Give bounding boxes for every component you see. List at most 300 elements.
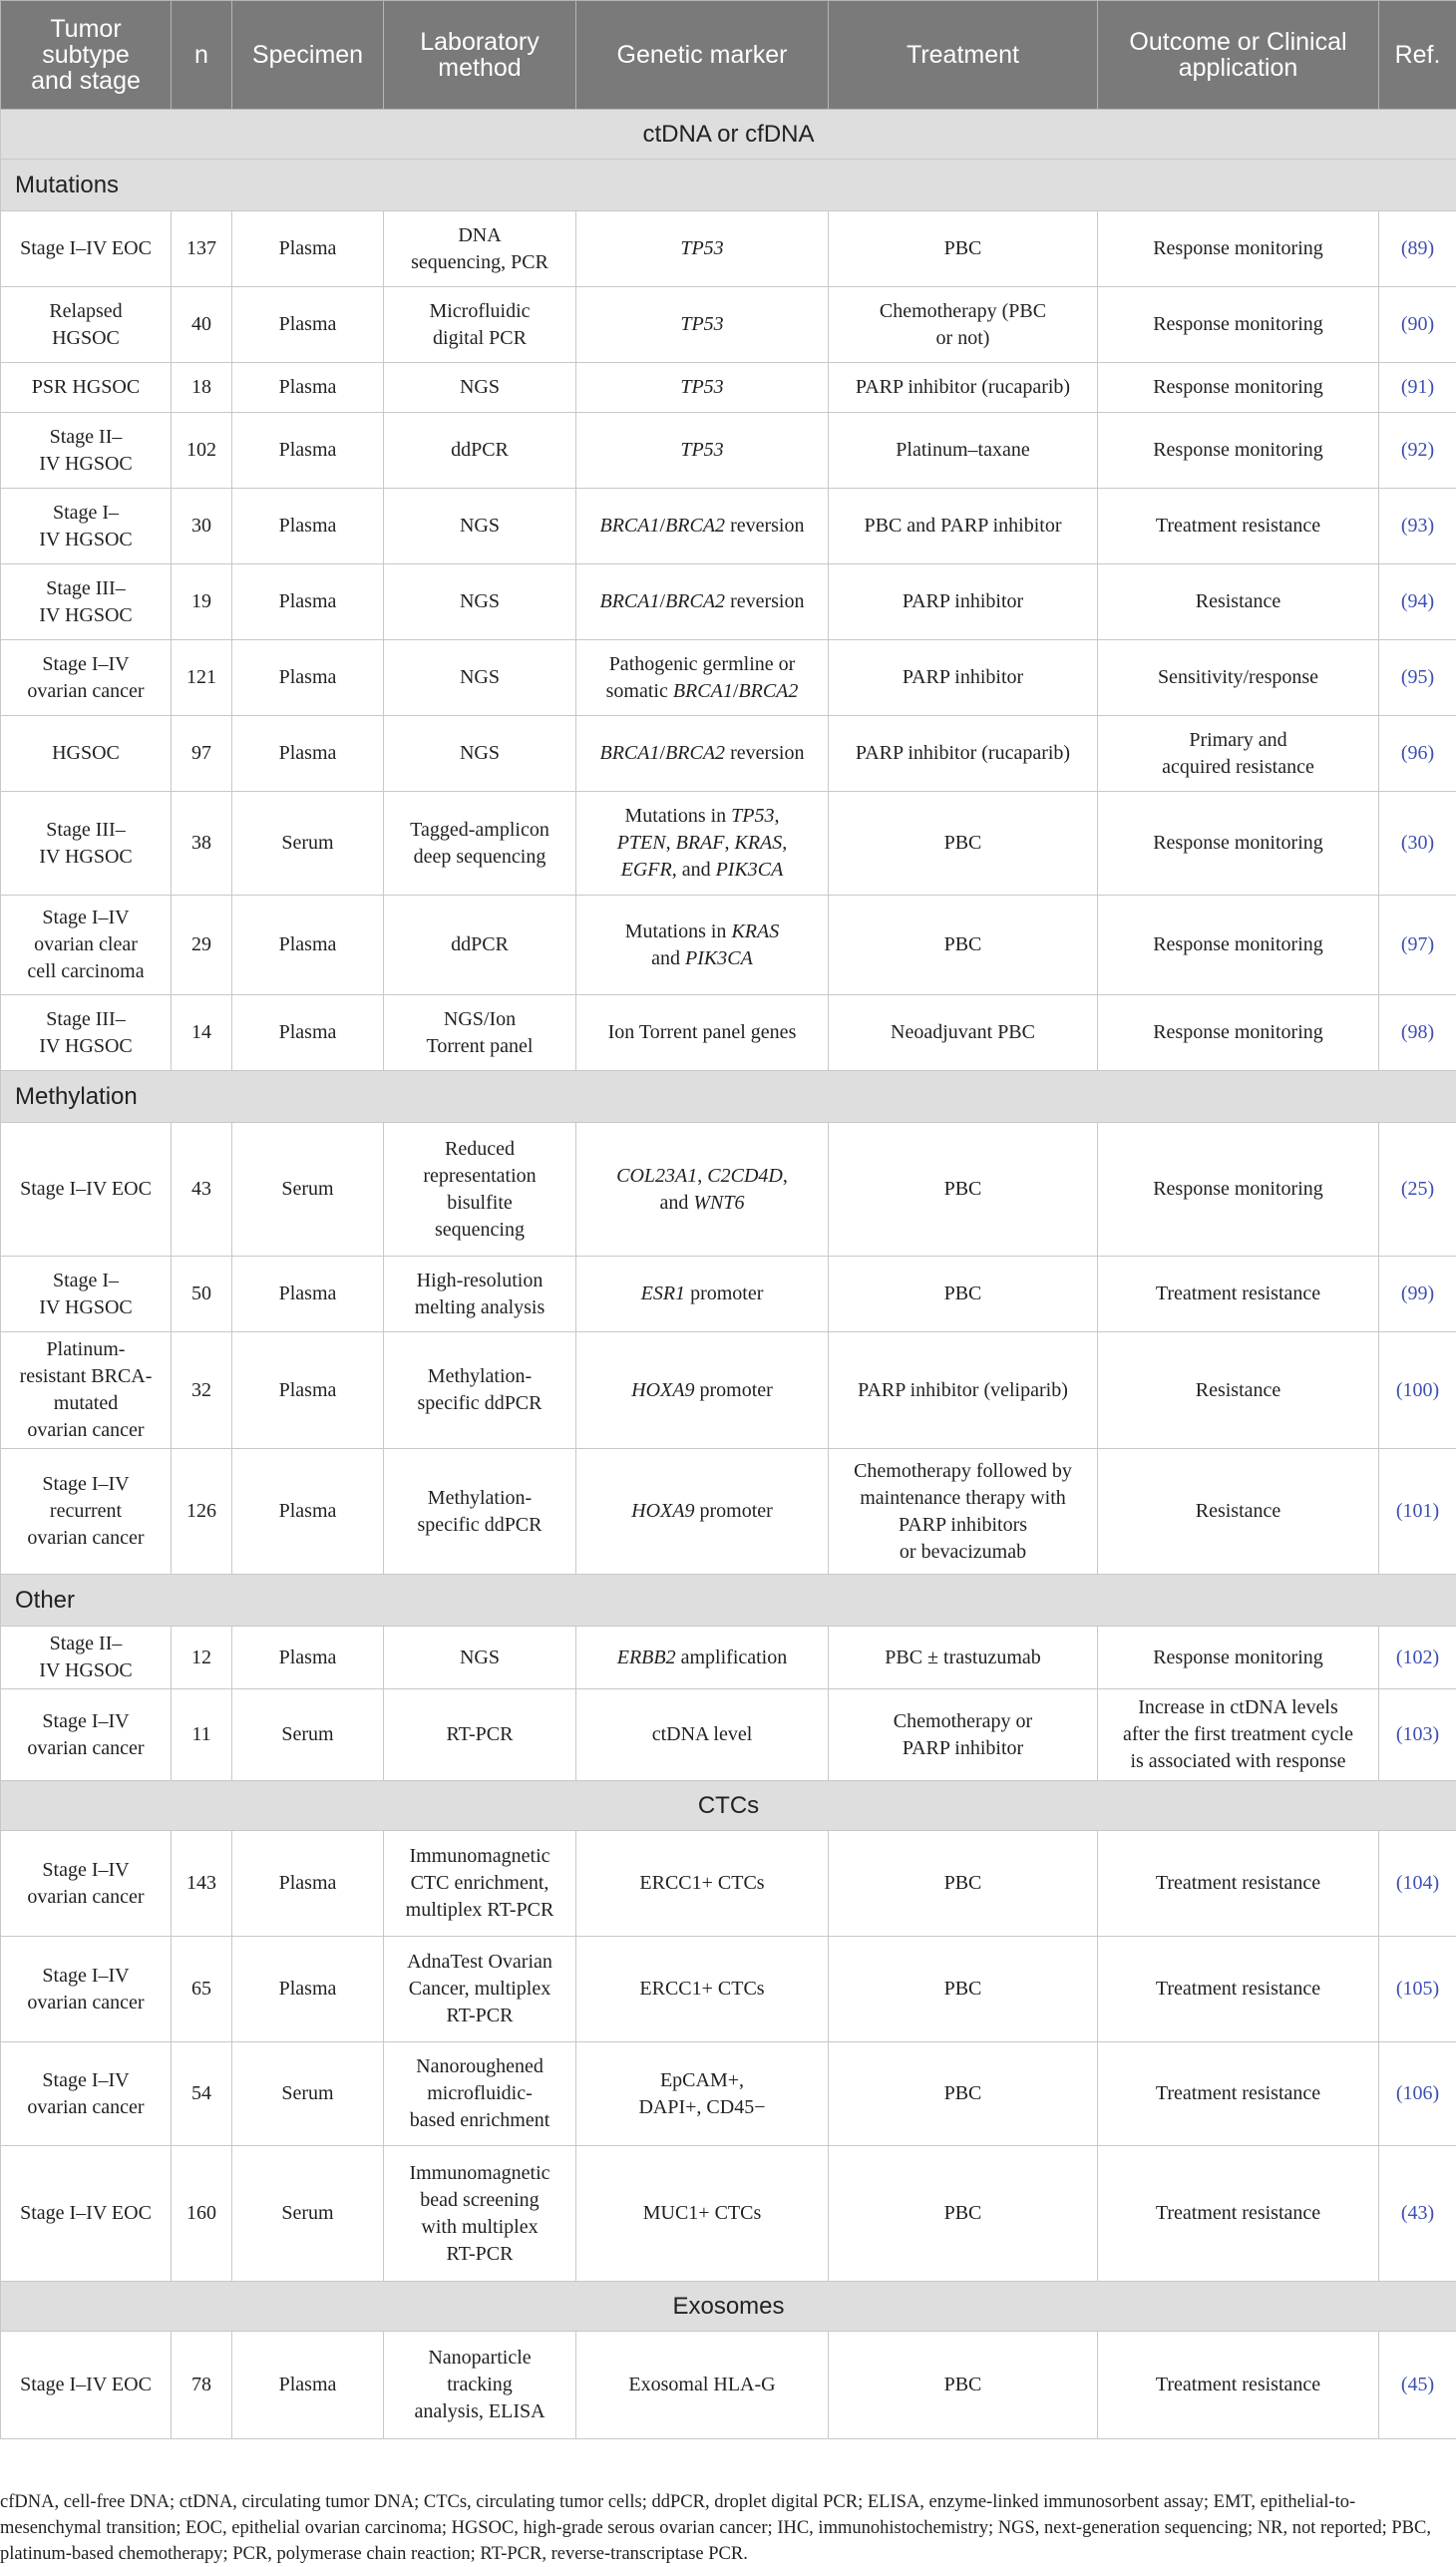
cell-treatment <box>829 792 1098 896</box>
table-row <box>1 1689 1456 1781</box>
cell-stage <box>1 792 172 896</box>
table-row <box>1 1257 1456 1332</box>
reference-link[interactable]: (105) <box>1396 1978 1439 2000</box>
cell-outcome <box>1098 564 1379 640</box>
cell-n: 97 <box>172 716 232 792</box>
gene-name: C2CD4D <box>707 1165 783 1187</box>
gene-name: TP53 <box>680 237 723 259</box>
stage-line: ovarian cancer <box>9 1990 163 2017</box>
method-line: RT-PCR <box>392 1721 567 1748</box>
column-header <box>1 1 172 110</box>
marker-line <box>584 803 820 830</box>
cell-outcome <box>1098 1449 1379 1575</box>
method-line: Reduced <box>392 1136 567 1163</box>
marker-text: / <box>660 590 666 612</box>
cell-specimen: Plasma <box>232 564 384 640</box>
marker-line <box>584 1498 820 1525</box>
cell-stage <box>1 1937 172 2042</box>
method-line: Immunomagnetic <box>392 2160 567 2187</box>
category-row <box>1 1781 1456 1831</box>
outcome-line: Treatment resistance <box>1106 1870 1370 1897</box>
marker-text: ERCC1+ CTCs <box>639 1978 764 2000</box>
gene-name: EGFR <box>621 859 672 881</box>
table-row <box>1 1123 1456 1257</box>
cell-method <box>384 413 576 489</box>
table-row <box>1 716 1456 792</box>
marker-line <box>584 1190 820 1217</box>
cell-specimen: Plasma <box>232 1332 384 1449</box>
header-line: Laboratory <box>390 29 569 55</box>
method-line: NGS <box>392 374 567 401</box>
gene-name: KRAS <box>735 832 783 854</box>
cell-n: 160 <box>172 2146 232 2282</box>
cell-marker <box>576 413 829 489</box>
method-line: digital PCR <box>392 325 567 352</box>
table-header-row <box>1 1 1456 110</box>
stage-line: Stage I–IV <box>9 651 163 678</box>
gene-name: BRCA2 <box>665 742 725 764</box>
outcome-line: acquired resistance <box>1106 754 1370 781</box>
cell-ref <box>1379 1937 1456 2042</box>
method-line: sequencing, PCR <box>392 249 567 276</box>
stage-line: Stage I–IV <box>9 905 163 931</box>
subcategory-row <box>1 160 1456 211</box>
footnote-line: mesenchymal transition; EOC, epithelial ovarian carcinoma; HGSOC, high-grade serous ovarian cancer; IHC, immunohistochemistry; NGS, next-generation sequencing; NR, not reported; PBC, <box>0 2515 1456 2541</box>
cell-specimen: Plasma <box>232 716 384 792</box>
method-line: NGS/Ion <box>392 1006 567 1033</box>
gene-name: HOXA9 <box>631 1379 694 1401</box>
cell-ref <box>1379 2042 1456 2146</box>
cell-stage <box>1 413 172 489</box>
reference-link[interactable]: (91) <box>1401 376 1434 398</box>
cell-treatment <box>829 1449 1098 1575</box>
section-label: Mutations <box>1 160 1456 211</box>
gene-name: KRAS <box>731 920 779 942</box>
method-line: multiplex RT-PCR <box>392 1897 567 1924</box>
reference-link[interactable]: (104) <box>1396 1872 1439 1894</box>
gene-name: ERBB2 <box>617 1647 676 1668</box>
reference-link[interactable]: (101) <box>1396 1500 1439 1522</box>
treatment-line: PBC ± trastuzumab <box>837 1645 1089 1671</box>
cell-stage <box>1 1689 172 1781</box>
cell-n: 14 <box>172 995 232 1071</box>
cell-marker <box>576 1689 829 1781</box>
cell-marker <box>576 363 829 413</box>
section-label: Methylation <box>1 1071 1456 1123</box>
cell-stage <box>1 640 172 716</box>
table-row <box>1 1937 1456 2042</box>
cell-marker <box>576 1627 829 1689</box>
cell-marker <box>576 564 829 640</box>
marker-text: , <box>697 1165 707 1187</box>
method-line: Nanoroughened <box>392 2053 567 2080</box>
cell-ref <box>1379 413 1456 489</box>
stage-line: Stage I–IV EOC <box>9 2372 163 2398</box>
stage-line: ovarian cancer <box>9 1417 163 1444</box>
marker-line <box>584 945 820 972</box>
cell-treatment <box>829 716 1098 792</box>
marker-text: , <box>725 832 735 854</box>
cell-marker <box>576 2146 829 2282</box>
cell-marker <box>576 2332 829 2439</box>
method-line: analysis, ELISA <box>392 2398 567 2425</box>
cell-stage <box>1 1123 172 1257</box>
treatment-line: PBC <box>837 1176 1089 1203</box>
cell-stage <box>1 1831 172 1937</box>
gene-name: TP53 <box>680 439 723 461</box>
cell-ref <box>1379 1332 1456 1449</box>
marker-text: reversion <box>725 742 804 764</box>
cell-treatment <box>829 1689 1098 1781</box>
cell-ref <box>1379 1831 1456 1937</box>
table-row <box>1 363 1456 413</box>
method-line: with multiplex <box>392 2214 567 2241</box>
marker-text: / <box>733 680 739 702</box>
cell-ref <box>1379 1627 1456 1689</box>
reference-link[interactable]: (102) <box>1396 1647 1439 1668</box>
cell-ref <box>1379 2332 1456 2439</box>
gene-name: BRCA1 <box>673 680 733 702</box>
cell-stage <box>1 995 172 1071</box>
cell-marker <box>576 995 829 1071</box>
cell-specimen: Plasma <box>232 211 384 287</box>
cell-outcome <box>1098 1831 1379 1937</box>
marker-text: and <box>659 1192 693 1214</box>
cell-specimen: Plasma <box>232 489 384 564</box>
column-header <box>829 1 1098 110</box>
outcome-line: is associated with response <box>1106 1748 1370 1775</box>
cell-method <box>384 1831 576 1937</box>
method-line: AdnaTest Ovarian <box>392 1949 567 1976</box>
cell-n: 38 <box>172 792 232 896</box>
stage-line: ovarian clear <box>9 931 163 958</box>
outcome-line: Response monitoring <box>1106 374 1370 401</box>
treatment-line: PBC <box>837 235 1089 262</box>
marker-text: promoter <box>695 1379 773 1401</box>
cell-marker <box>576 896 829 995</box>
cell-ref <box>1379 1123 1456 1257</box>
cell-outcome <box>1098 2332 1379 2439</box>
stage-line: ovarian cancer <box>9 1525 163 1552</box>
outcome-line: Resistance <box>1106 588 1370 615</box>
marker-line <box>584 2094 820 2121</box>
treatment-line: PARP inhibitor <box>837 1735 1089 1762</box>
reference-link[interactable]: (25) <box>1401 1178 1434 1200</box>
cell-outcome <box>1098 640 1379 716</box>
reference-link[interactable]: (95) <box>1401 666 1434 688</box>
header-line: Outcome or Clinical <box>1104 29 1372 55</box>
reference-link[interactable]: (30) <box>1401 832 1434 854</box>
cell-specimen: Plasma <box>232 363 384 413</box>
table-row <box>1 1449 1456 1575</box>
cell-marker <box>576 2042 829 2146</box>
reference-link[interactable]: (100) <box>1396 1379 1439 1401</box>
method-line: based enrichment <box>392 2107 567 2134</box>
cell-treatment <box>829 1831 1098 1937</box>
cell-treatment <box>829 1257 1098 1332</box>
cell-n: 121 <box>172 640 232 716</box>
marker-text: / <box>660 515 666 537</box>
marker-text: Mutations in <box>625 920 732 942</box>
marker-line <box>584 2372 820 2398</box>
category-row <box>1 2282 1456 2332</box>
cell-method <box>384 792 576 896</box>
reference-link[interactable]: (99) <box>1401 1283 1434 1304</box>
reference-link[interactable]: (89) <box>1401 237 1434 259</box>
cell-n: 32 <box>172 1332 232 1449</box>
reference-link[interactable]: (94) <box>1401 590 1434 612</box>
reference-link[interactable]: (45) <box>1401 2374 1434 2395</box>
outcome-line: Treatment resistance <box>1106 1281 1370 1307</box>
header-line: method <box>390 55 569 81</box>
outcome-line: Sensitivity/response <box>1106 664 1370 691</box>
cell-n: 11 <box>172 1689 232 1781</box>
column-header <box>232 1 384 110</box>
method-line: tracking <box>392 2372 567 2398</box>
reference-link[interactable]: (93) <box>1401 515 1434 537</box>
table-row <box>1 489 1456 564</box>
cell-treatment <box>829 2146 1098 2282</box>
treatment-line: maintenance therapy with <box>837 1485 1089 1512</box>
stage-line: recurrent <box>9 1498 163 1525</box>
stage-line: Stage I–IV <box>9 1471 163 1498</box>
cell-specimen: Plasma <box>232 1257 384 1332</box>
category-row <box>1 110 1456 160</box>
header-line: and stage <box>7 68 165 94</box>
stage-line: ovarian cancer <box>9 2094 163 2121</box>
section-label: Exosomes <box>1 2282 1456 2332</box>
gene-name: BRCA2 <box>665 515 725 537</box>
cell-method <box>384 211 576 287</box>
marker-text: Exosomal HLA-G <box>628 2374 775 2395</box>
cell-method <box>384 489 576 564</box>
marker-line <box>584 2067 820 2094</box>
stage-line: resistant BRCA- <box>9 1363 163 1390</box>
reference-link[interactable]: (96) <box>1401 742 1434 764</box>
cell-n: 30 <box>172 489 232 564</box>
cell-marker <box>576 1449 829 1575</box>
stage-line: Stage I–IV <box>9 1708 163 1735</box>
reference-link[interactable]: (90) <box>1401 313 1434 335</box>
column-header <box>1098 1 1379 110</box>
gene-name: PIK3CA <box>716 859 784 881</box>
cell-n: 78 <box>172 2332 232 2439</box>
header-line: Genetic marker <box>582 42 822 68</box>
marker-text: amplification <box>676 1647 788 1668</box>
treatment-line: Chemotherapy or <box>837 1708 1089 1735</box>
cell-n: 18 <box>172 363 232 413</box>
cell-stage <box>1 716 172 792</box>
marker-text: somatic <box>606 680 673 702</box>
cell-ref <box>1379 1689 1456 1781</box>
cell-ref <box>1379 640 1456 716</box>
cell-n: 143 <box>172 1831 232 1937</box>
method-line: NGS <box>392 588 567 615</box>
stage-line: Platinum- <box>9 1336 163 1363</box>
outcome-line: Treatment resistance <box>1106 2372 1370 2398</box>
header-line: subtype <box>7 42 165 68</box>
treatment-line: PBC and PARP inhibitor <box>837 513 1089 540</box>
method-line: Methylation- <box>392 1363 567 1390</box>
reference-link[interactable]: (97) <box>1401 933 1434 955</box>
method-line: NGS <box>392 664 567 691</box>
cell-marker <box>576 792 829 896</box>
cell-n: 50 <box>172 1257 232 1332</box>
cell-specimen: Serum <box>232 1123 384 1257</box>
cell-ref <box>1379 2146 1456 2282</box>
cell-stage <box>1 2146 172 2282</box>
cell-ref <box>1379 564 1456 640</box>
cell-outcome <box>1098 792 1379 896</box>
cell-treatment <box>829 363 1098 413</box>
cell-outcome <box>1098 363 1379 413</box>
table-row <box>1 1627 1456 1689</box>
cell-n: 137 <box>172 211 232 287</box>
marker-line <box>584 437 820 464</box>
header-line: application <box>1104 55 1372 81</box>
marker-text: , <box>783 1165 788 1187</box>
cell-method <box>384 1937 576 2042</box>
treatment-line: PBC <box>837 2080 1089 2107</box>
method-line: ddPCR <box>392 931 567 958</box>
treatment-line: PBC <box>837 2200 1089 2227</box>
cell-stage <box>1 2042 172 2146</box>
reference-link[interactable]: (43) <box>1401 2202 1434 2224</box>
stage-line: Stage I–IV EOC <box>9 235 163 262</box>
marker-text: promoter <box>695 1500 773 1522</box>
method-line: Immunomagnetic <box>392 1843 567 1870</box>
outcome-line: after the first treatment cycle <box>1106 1721 1370 1748</box>
header-line: Tumor <box>7 16 165 42</box>
cell-method <box>384 287 576 363</box>
stage-line: cell carcinoma <box>9 958 163 985</box>
stage-line: mutated <box>9 1390 163 1417</box>
stage-line: Stage I–IV <box>9 1857 163 1884</box>
cell-specimen: Plasma <box>232 1449 384 1575</box>
stage-line: HGSOC <box>9 325 163 352</box>
treatment-line: PARP inhibitor (rucaparib) <box>837 740 1089 767</box>
column-header <box>384 1 576 110</box>
cell-treatment <box>829 2042 1098 2146</box>
method-line: deep sequencing <box>392 844 567 871</box>
cell-method <box>384 1449 576 1575</box>
method-line: Cancer, multiplex <box>392 1976 567 2003</box>
treatment-line: PARP inhibitors <box>837 1512 1089 1539</box>
cell-stage <box>1 1627 172 1689</box>
cell-outcome <box>1098 489 1379 564</box>
stage-line: IV HGSOC <box>9 527 163 553</box>
treatment-line: Platinum–taxane <box>837 437 1089 464</box>
treatment-line: Chemotherapy (PBC <box>837 298 1089 325</box>
reference-link[interactable]: (103) <box>1396 1723 1439 1745</box>
cell-treatment <box>829 1123 1098 1257</box>
gene-name: BRAF <box>676 832 725 854</box>
method-line: High-resolution <box>392 1268 567 1294</box>
method-line: Microfluidic <box>392 298 567 325</box>
cell-stage <box>1 896 172 995</box>
marker-text: and <box>651 947 685 969</box>
stage-line: IV HGSOC <box>9 844 163 871</box>
cell-stage <box>1 1449 172 1575</box>
gene-name: HOXA9 <box>631 1500 694 1522</box>
cell-method <box>384 995 576 1071</box>
reference-link[interactable]: (98) <box>1401 1021 1434 1043</box>
method-line: DNA <box>392 222 567 249</box>
cell-ref <box>1379 995 1456 1071</box>
marker-line <box>584 374 820 401</box>
marker-line <box>584 513 820 540</box>
marker-line <box>584 235 820 262</box>
outcome-line: Response monitoring <box>1106 437 1370 464</box>
marker-line <box>584 857 820 884</box>
cell-outcome <box>1098 1689 1379 1781</box>
outcome-line: Response monitoring <box>1106 311 1370 338</box>
table-row <box>1 564 1456 640</box>
method-line: Methylation- <box>392 1485 567 1512</box>
marker-line <box>584 1019 820 1046</box>
cell-specimen: Plasma <box>232 1627 384 1689</box>
header-line: Specimen <box>238 42 377 68</box>
cell-specimen: Plasma <box>232 287 384 363</box>
cell-n: 54 <box>172 2042 232 2146</box>
cell-stage <box>1 363 172 413</box>
column-header <box>172 1 232 110</box>
cell-stage <box>1 287 172 363</box>
subcategory-row <box>1 1575 1456 1627</box>
marker-line <box>584 918 820 945</box>
cell-specimen: Serum <box>232 2042 384 2146</box>
section-label: CTCs <box>1 1781 1456 1831</box>
cell-outcome <box>1098 211 1379 287</box>
stage-line: Stage I–IV EOC <box>9 1176 163 1203</box>
reference-link[interactable]: (106) <box>1396 2082 1439 2104</box>
outcome-line: Treatment resistance <box>1106 513 1370 540</box>
table-row <box>1 211 1456 287</box>
cell-outcome <box>1098 716 1379 792</box>
marker-text: , <box>775 805 780 827</box>
table-row <box>1 995 1456 1071</box>
stage-line: Stage I–IV <box>9 1963 163 1990</box>
stage-line: ovarian cancer <box>9 1735 163 1762</box>
stage-line: PSR HGSOC <box>9 374 163 401</box>
marker-line <box>584 678 820 705</box>
cell-ref <box>1379 792 1456 896</box>
marker-text: , <box>782 832 787 854</box>
table-row <box>1 640 1456 716</box>
treatment-line: PARP inhibitor (veliparib) <box>837 1377 1089 1404</box>
method-line: NGS <box>392 1645 567 1671</box>
cell-marker <box>576 287 829 363</box>
cell-method <box>384 1627 576 1689</box>
cell-method <box>384 1123 576 1257</box>
gene-name: PTEN <box>617 832 666 854</box>
cell-stage <box>1 211 172 287</box>
outcome-line: Treatment resistance <box>1106 2200 1370 2227</box>
cell-stage <box>1 1257 172 1332</box>
marker-line <box>584 588 820 615</box>
method-line: NGS <box>392 513 567 540</box>
cell-treatment <box>829 413 1098 489</box>
cell-method <box>384 363 576 413</box>
cell-stage <box>1 2332 172 2439</box>
marker-text: DAPI+, CD45− <box>638 2096 765 2118</box>
cell-specimen: Plasma <box>232 2332 384 2439</box>
cell-n: 65 <box>172 1937 232 2042</box>
marker-text: ERCC1+ CTCs <box>639 1872 764 1894</box>
cell-method <box>384 2146 576 2282</box>
outcome-line: Response monitoring <box>1106 235 1370 262</box>
reference-link[interactable]: (92) <box>1401 439 1434 461</box>
